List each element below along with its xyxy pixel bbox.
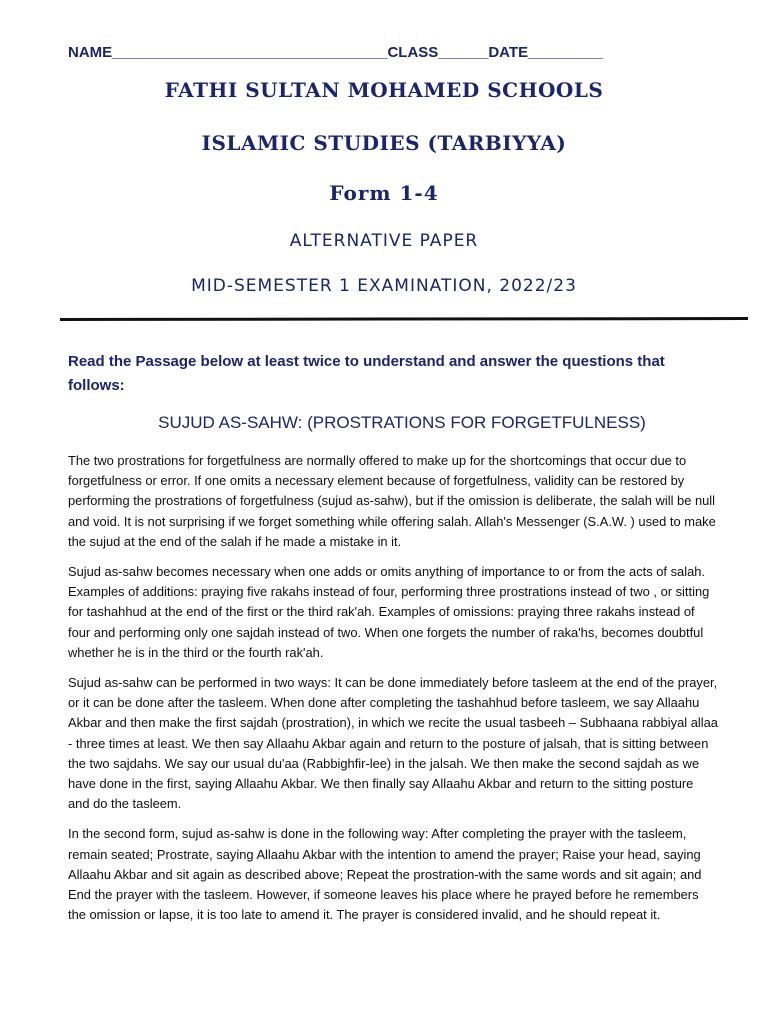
- exam-title: MID-SEMESTER 1 EXAMINATION, 2022/23: [191, 276, 577, 296]
- passage-paragraph: The two prostrations for forgetfulness are normally offered to make up for the shortcomings that occur due to forgetfulness or error. If one omits a necessary element because of forgetfulness, validity can be restored by performing the prostrations of forgetfulness (sujud as-sahw), but if the omission is deliberate, the salah will be null and void. It is not surprising if we forget something while offering salah. Allah's Messenger (S.A.W. ) used to make the sujud at the end of the salah if he made a mistake in it.: [68, 453, 716, 549]
- student-info-fields: NAME_________________________________CLASS______DATE_________: [68, 44, 604, 61]
- passage-title: SUJUD AS-SAHW: (PROSTRATIONS FOR FORGETFULNESS): [158, 413, 646, 432]
- passage-paragraph: Sujud as-sahw can be performed in two ways: It can be done immediately before tasleem at the end of the prayer, or it can be done after the tasleem. When done after completing the tashahhud before tasleem, we say Allaahu Akbar and then make the first sajdah (prostration), in which we recite the usual tasbeeh – Subhaana rabbiyal allaa - three times at least. We then say Allaahu Akbar again and return to the posture of jalsah, that is sitting between the two sajdahs. We say our usual du'aa (Rabbighfir-lee) in the jalsah. We then make the second sajdah as we have done in the first, saying Allaahu Akbar. We then finally say Allaahu Akbar and return to the sitting posture and do the tasleem.: [68, 675, 718, 812]
- header-divider: [60, 317, 748, 321]
- passage-paragraph: In the second form, sujud as-sahw is done in the following way: After completing the prayer with the tasleem, remain seated; Prostrate, saying Allaahu Akbar with the intention to amend the prayer; Raise your head, saying Allaahu Akbar and sit again as described above; Repeat the prostration-with the same words and sit again; and End the prayer with the tasleem. However, if someone leaves his place where he prayed before he remembers the omission or lapse, it is too late to amend it. The prayer is considered invalid, and he should repeat it.: [68, 826, 702, 923]
- subject-title: ISLAMIC STUDIES (TARBIYYA): [201, 131, 567, 155]
- instructions: Read the Passage below at least twice to understand and answer the questions that follows:: [68, 353, 665, 394]
- school-name: FATHI SULTAN MOHAMED SCHOOLS: [164, 78, 604, 102]
- form-level: Form 1-4: [329, 181, 439, 205]
- passage-body: [68, 451, 718, 935]
- passage-paragraph: Sujud as-sahw becomes necessary when one adds or omits anything of importance to or from the acts of salah. Examples of additions: praying five rakahs instead of four, performing three prostrations instead of two , or sitting for tashahhud at the end of the first or the third rak'ah. Examples of omissions: praying three rakahs instead of four and performing only one sajdah instead of two. When one forgets the number of raka'hs, becomes doubtful whether he is in the third or the fourth rak'ah.: [68, 564, 710, 660]
- paper-type: ALTERNATIVE PAPER: [289, 231, 479, 251]
